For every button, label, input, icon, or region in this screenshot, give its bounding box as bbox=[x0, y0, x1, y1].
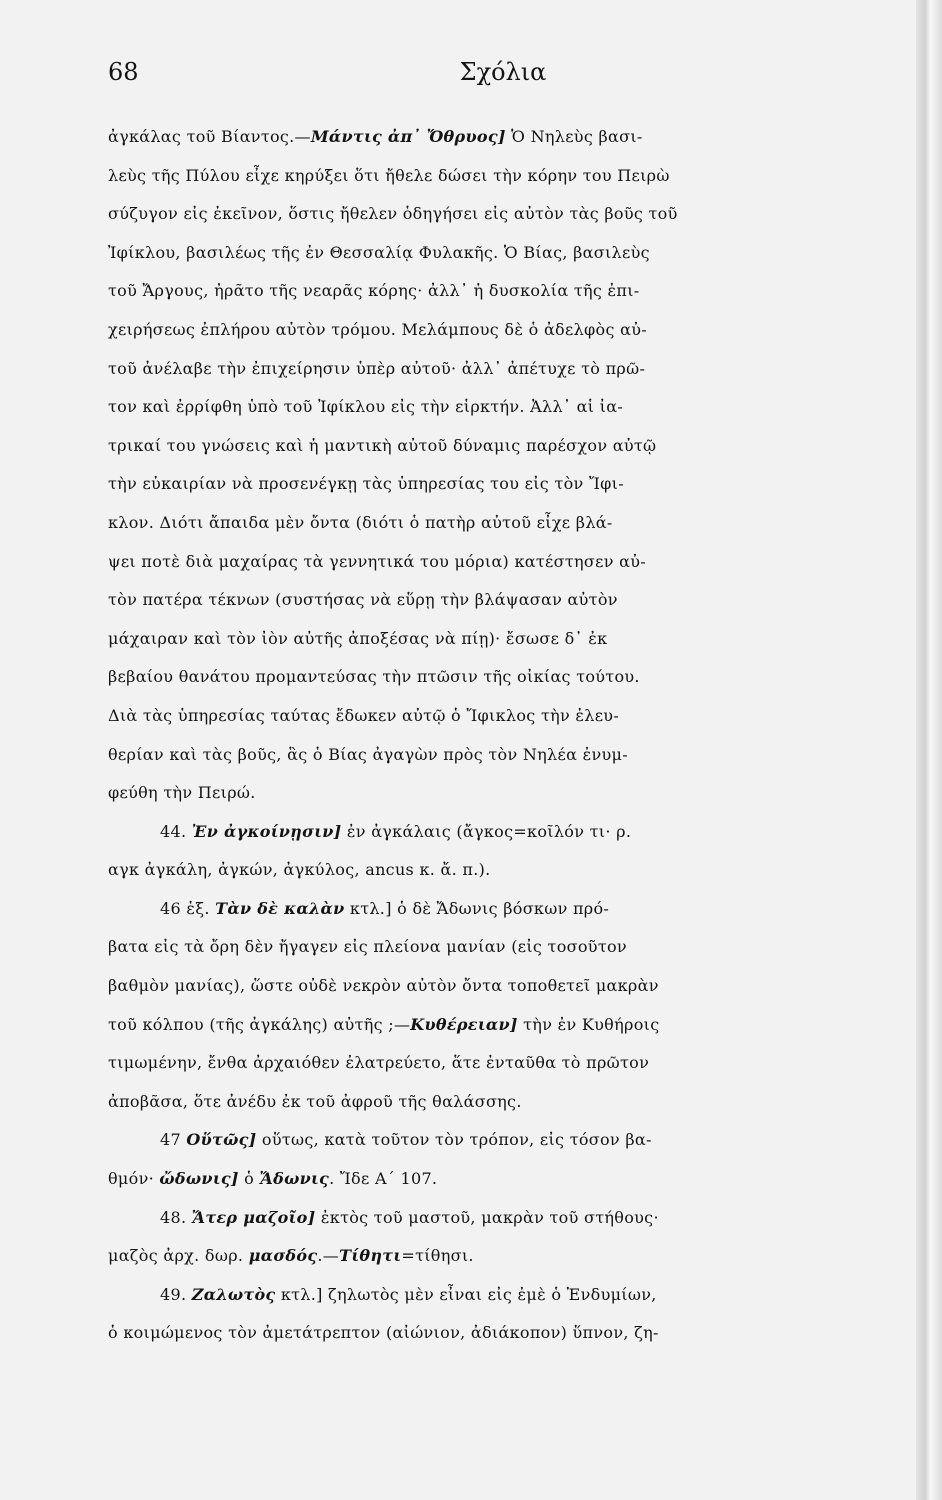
text-span: φεύθη τὴν Πειρώ. bbox=[108, 783, 256, 803]
text-span: . Ἴδε Α΄ 107. bbox=[329, 1169, 438, 1189]
running-title: Σχόλια bbox=[459, 58, 547, 86]
text-span: μαζὸς ἀρχ. δωρ. bbox=[108, 1246, 249, 1266]
text-span: βαθμὸν μανίας), ὥστε οὐδὲ νεκρὸν αὐτὸν ὄντα τοποθετεῖ μακρὰν bbox=[108, 976, 659, 996]
text-line bbox=[108, 890, 908, 929]
text-span: ἐκτὸς τοῦ μαστοῦ, μακρὰν τοῦ στήθους· bbox=[315, 1207, 659, 1227]
text-line bbox=[108, 851, 908, 890]
text-line bbox=[108, 1199, 908, 1238]
text-span: Ὁ Νηλεὺς βασι- bbox=[505, 127, 643, 146]
text-span: ἀγκάλας τοῦ Βίαντος.— bbox=[108, 127, 311, 146]
lemma: Ἄτερ μαζοῖο] bbox=[191, 1207, 316, 1227]
text-span: 48. bbox=[160, 1207, 192, 1227]
text-line bbox=[108, 272, 908, 311]
text-span: τιμωμένην, ἔνθα ἀρχαιόθεν ἐλατρεύετο, ἅτε ἐνταῦθα τὸ πρῶτον bbox=[108, 1053, 650, 1073]
text-span: χειρήσεως ἐπλήρου αὐτὸν τρόμου. Μελάμπους δὲ ὁ ἀδελφὸς αὐ- bbox=[108, 319, 647, 339]
page-number: 68 bbox=[108, 58, 139, 86]
text-span: οὕτως, κατὰ τοῦτον τὸν τρόπον, εἰς τόσον βα- bbox=[256, 1130, 652, 1150]
text-span: σύζυγον εἰς ἐκεῖνον, ὅστις ἤθελεν ὁδηγήσει εἰς αὐτὸν τὰς βοῦς τοῦ bbox=[108, 204, 678, 224]
text-span: τὴν εὐκαιρίαν νὰ προσενέγκῃ τὰς ὑπηρεσίας του εἰς τὸν Ἴφι- bbox=[108, 474, 624, 494]
lemma: Οὕτῶς] bbox=[186, 1130, 257, 1150]
lemma: Τίθητι bbox=[339, 1246, 402, 1266]
text-line bbox=[108, 504, 908, 543]
text-line bbox=[108, 465, 908, 504]
text-line bbox=[108, 350, 908, 389]
text-span: βεβαίου θανάτου προμαντεύσας τὴν πτῶσιν τῆς οἰκίας τούτου. bbox=[108, 667, 640, 687]
text-span: λεὺς τῆς Πύλου εἶχε κηρύξει ὅτι ἤθελε δώσει τὴν κόρην του Πειρὼ bbox=[108, 165, 670, 185]
text-line bbox=[108, 581, 908, 620]
text-line bbox=[108, 1314, 908, 1353]
text-span: τοῦ κόλπου (τῆς ἀγκάλης) αὐτῆς ;— bbox=[108, 1014, 411, 1034]
text-line bbox=[108, 697, 908, 736]
lemma: μασδός bbox=[248, 1246, 318, 1266]
text-line bbox=[108, 157, 908, 196]
text-span: τοῦ ἀνέλαβε τὴν ἐπιχείρησιν ὑπὲρ αὐτοῦ· ἀλλ᾽ ἀπέτυχε τὸ πρῶ- bbox=[108, 358, 646, 378]
text-span: βατα εἰς τὰ ὄρη δὲν ἤγαγεν εἰς πλείονα μανίαν (εἰς τοσοῦτον bbox=[108, 937, 627, 957]
text-span: μάχαιραν καὶ τὸν ἰὸν αὐτῆς ἀποξέσας νὰ πίῃ)· ἔσωσε δ᾽ ἐκ bbox=[108, 628, 608, 648]
lemma: Μάντις ἀπ᾽ Ὄθρυος] bbox=[310, 127, 506, 146]
lemma: Τὰν δὲ καλὰν bbox=[215, 898, 345, 918]
text-line bbox=[108, 118, 908, 157]
text-span: θμόν· bbox=[108, 1169, 160, 1189]
text-line bbox=[108, 234, 908, 273]
text-span: ἀποβᾶσα, ὅτε ἀνέδυ ἐκ τοῦ ἀφροῦ τῆς θαλάσσης. bbox=[108, 1091, 522, 1111]
text-line bbox=[108, 736, 908, 775]
lemma: Ζαλωτὸς bbox=[191, 1284, 276, 1304]
text-line bbox=[108, 195, 908, 234]
text-span: ὁ κοιμώμενος τὸν ἀμετάτρεπτον (αἰώνιον, ἀδιάκοπον) ὕπνον, ζη- bbox=[108, 1323, 659, 1343]
text-line bbox=[108, 388, 908, 427]
text-span: τον καὶ ἐρρίφθη ὑπὸ τοῦ Ἰφίκλου εἰς τὴν εἱρκτήν. Ἀλλ᾽ αἱ ἰα- bbox=[108, 397, 624, 417]
text-span: ἐν ἀγκάλαις (ἄγκος=κοῖλόν τι· ρ. bbox=[341, 821, 632, 841]
text-line bbox=[108, 1276, 908, 1315]
text-line bbox=[108, 1160, 908, 1199]
text-line bbox=[108, 427, 908, 466]
page-edge bbox=[916, 0, 942, 1500]
text-line bbox=[108, 543, 908, 582]
text-line bbox=[108, 1083, 908, 1122]
text-span: 44. bbox=[160, 821, 192, 841]
text-line bbox=[108, 1006, 908, 1045]
text-line bbox=[108, 813, 908, 852]
lemma: Κυθέρειαν] bbox=[410, 1014, 518, 1034]
text-span: 47 bbox=[160, 1130, 187, 1150]
text-line bbox=[108, 311, 908, 350]
page-header bbox=[108, 58, 898, 98]
text-span: τρικαί του γνώσεις καὶ ἡ μαντικὴ αὐτοῦ δύναμις παρέσχον αὐτῷ bbox=[108, 435, 657, 455]
text-span: 46 ἑξ. bbox=[160, 898, 216, 918]
text-span: τοῦ Ἄργους, ἠρᾶτο τῆς νεαρᾶς κόρης· ἀλλ᾽ ἡ δυσκολία τῆς ἐπι- bbox=[108, 281, 640, 301]
text-span: ὁ bbox=[238, 1169, 260, 1189]
text-span: τὴν ἐν Κυθήροις bbox=[517, 1014, 660, 1034]
text-span: 49. bbox=[160, 1284, 192, 1304]
text-line bbox=[108, 1237, 908, 1276]
text-span: .— bbox=[317, 1246, 340, 1266]
text-span: =τίθησι. bbox=[401, 1246, 474, 1266]
text-span: τὸν πατέρα τέκνων (συστήσας νὰ εὕρῃ τὴν βλάψασαν αὐτὸν bbox=[108, 590, 618, 610]
text-span: Ἰφίκλου, βασιλέως τῆς ἐν Θεσσαλίᾳ Φυλακῆς. Ὁ Βίας, βασιλεὺς bbox=[108, 242, 650, 262]
text-line bbox=[108, 1121, 908, 1160]
lemma: Ἄδωνις bbox=[259, 1169, 330, 1189]
commentary-text bbox=[108, 118, 908, 1353]
text-line bbox=[108, 658, 908, 697]
text-line bbox=[108, 967, 908, 1006]
lemma: ὤδωνις] bbox=[159, 1169, 239, 1189]
text-line bbox=[108, 928, 908, 967]
lemma: Ἐν ἀγκοίνῃσιν] bbox=[191, 821, 342, 841]
text-span: θερίαν καὶ τὰς βοῦς, ἃς ὁ Βίας ἀγαγὼν πρὸς τὸν Νηλέα ἐνυμ- bbox=[108, 744, 628, 764]
text-span: κλον. Διότι ἄπαιδα μὲν ὄντα (διότι ὁ πατὴρ αὐτοῦ εἶχε βλά- bbox=[108, 512, 613, 532]
text-line bbox=[108, 774, 908, 813]
text-span: αγκ ἀγκάλη, ἀγκών, ἀγκύλος, ancus κ. ἄ. π.). bbox=[108, 860, 491, 880]
text-span: ψει ποτὲ διὰ μαχαίρας τὰ γεννητικά του μόρια) κατέστησεν αὐ- bbox=[108, 551, 646, 571]
text-span: κτλ.] ζηλωτὸς μὲν εἶναι εἰς ἐμὲ ὁ Ἐνδυμίων, bbox=[275, 1284, 657, 1304]
text-line bbox=[108, 620, 908, 659]
text-span: Διὰ τὰς ὑπηρεσίας ταύτας ἔδωκεν αὐτῷ ὁ Ἴφικλος τὴν ἐλευ- bbox=[108, 705, 620, 725]
text-line bbox=[108, 1044, 908, 1083]
text-span: κτλ.] ὁ δὲ Ἄδωνις βόσκων πρό- bbox=[344, 898, 610, 918]
